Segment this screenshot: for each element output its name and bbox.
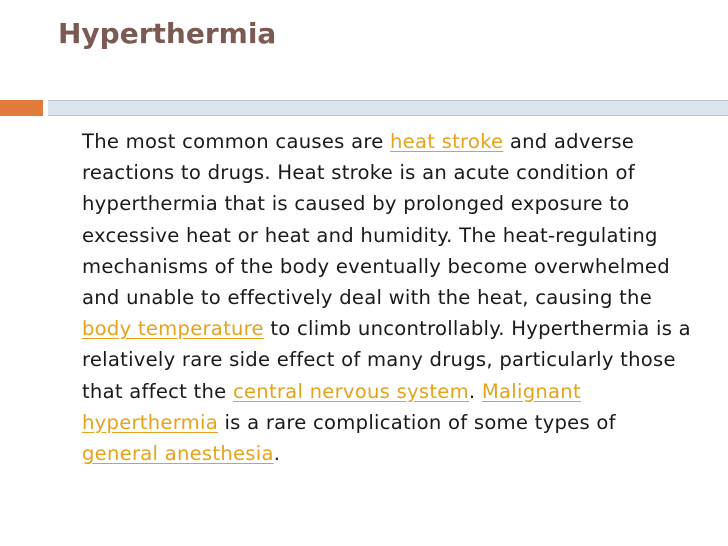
body-text-segment: to climb uncontrollably. Hyperthermia is a relatively rare side effect of many drugs, particularly those that affect the bbox=[82, 317, 691, 403]
link-central-nervous-system[interactable]: central nervous system bbox=[232, 379, 469, 403]
link-body-temperature[interactable]: body temperature bbox=[82, 317, 264, 341]
link-general-anesthesia[interactable]: general anesthesia bbox=[82, 442, 274, 466]
body-text-segment: The most common causes are bbox=[82, 130, 390, 153]
body-paragraph bbox=[82, 126, 692, 469]
body-text-segment: is a rare complication of some types of bbox=[217, 410, 616, 434]
slide-title: Hyperthermia bbox=[58, 17, 277, 50]
body-text-segment: . bbox=[468, 379, 482, 403]
title-accent-bar bbox=[0, 100, 43, 116]
title-divider-band bbox=[48, 100, 728, 116]
link-heat-stroke[interactable]: heat stroke bbox=[390, 130, 504, 153]
body-text-segment: and adverse reactions to drugs. Heat stroke is an acute condition of hyperthermia that is caused by prolonged exposure to excessive heat or heat and humidity. The heat-regulating mechanisms of the body eventually become overwhelmed and unable to effectively deal with the heat, causing the bbox=[82, 130, 670, 310]
body-text-segment: . bbox=[273, 442, 281, 466]
link-malignant-hyperthermia[interactable]: Malignant hyperthermia bbox=[82, 379, 581, 434]
